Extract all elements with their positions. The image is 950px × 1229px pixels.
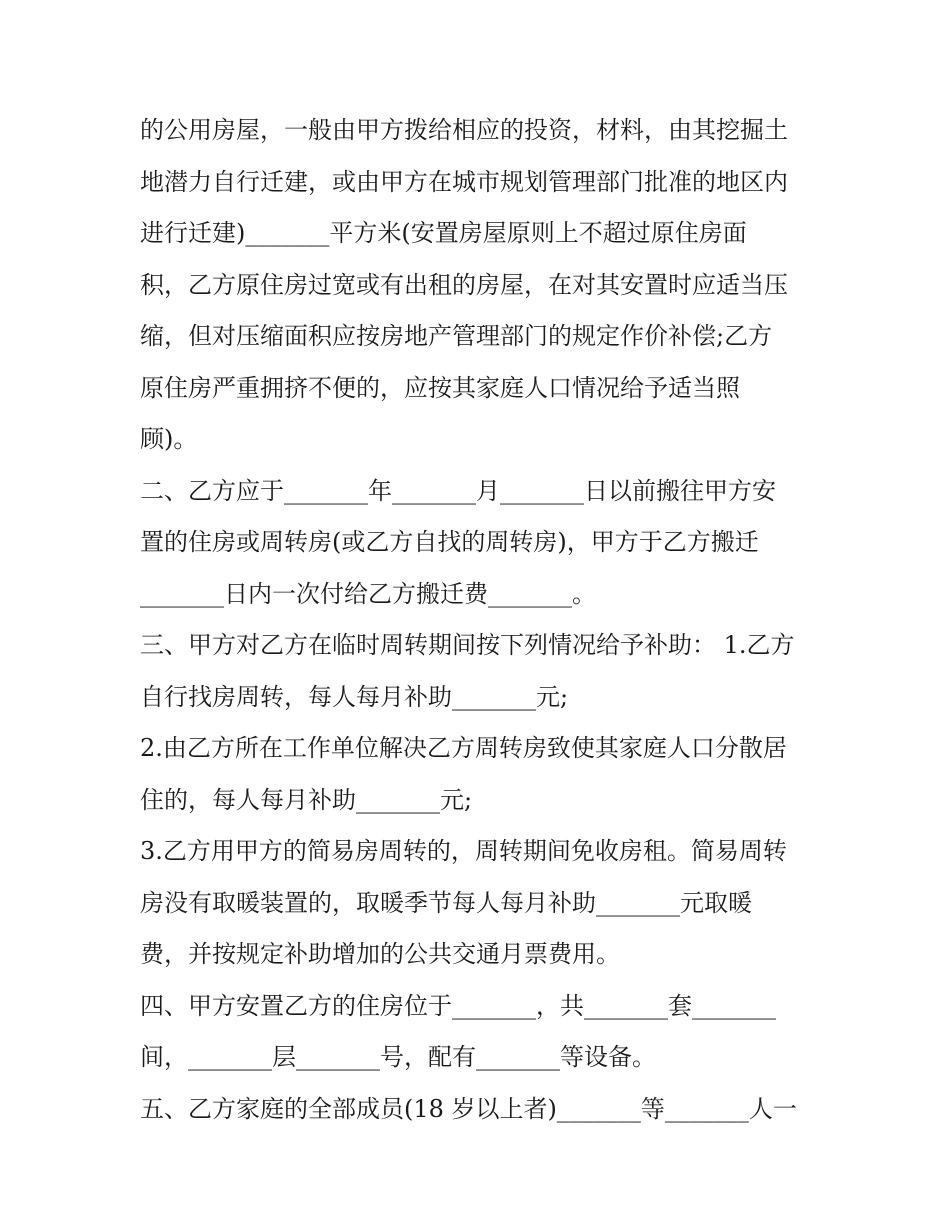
text-line: _______日内一次付给乙方搬迁费_______。 xyxy=(140,579,596,608)
text-line: 房没有取暖装置的，取暖季节每人每月补助_______元取暖 xyxy=(140,888,752,917)
text-line: 的公用房屋，一般由甲方拨给相应的投资，材料，由其挖掘土 xyxy=(140,116,788,144)
text-line: 置的住房或周转房(或乙方自找的周转房)，甲方于乙方搬迁 xyxy=(140,528,759,556)
contract-body-text xyxy=(140,105,820,1135)
text-line: 住的，每人每月补助_______元; xyxy=(140,785,473,814)
text-line: 进行迁建)_______平方米(安置房屋原则上不超过原住房面 xyxy=(140,219,747,247)
text-line: 费，并按规定补助增加的公共交通月票费用。 xyxy=(140,940,620,968)
text-line: 3.乙方用甲方的简易房周转的，周转期间免收房租。简易周转 xyxy=(140,837,787,865)
text-line: 积，乙方原住房过宽或有出租的房屋，在对其安置时应适当压 xyxy=(140,270,788,299)
text-line: 自行找房周转，每人每月补助_______元; xyxy=(140,682,569,711)
text-line: 顾)。 xyxy=(140,425,198,453)
text-line: 缩，但对压缩面积应按房地产管理部门的规定作价补偿;乙方 xyxy=(140,322,773,350)
text-line: 地潜力自行迁建，或由甲方在城市规划管理部门批准的地区内 xyxy=(140,167,788,196)
text-line: 2.由乙方所在工作单位解决乙方周转房致使其家庭人口分散居 xyxy=(140,734,787,762)
text-line: 间，_______层_______号，配有_______等设备。 xyxy=(140,1043,656,1071)
text-line: 原住房严重拥挤不便的，应按其家庭人口情况给予适当照 xyxy=(140,373,740,402)
text-line: 三、甲方对乙方在临时周转期间按下列情况给予补助： 1.乙方 xyxy=(140,631,795,659)
text-line: 二、乙方应于_______年_______月_______日以前搬往甲方安 xyxy=(140,476,776,505)
text-line: 五、乙方家庭的全部成员(18 岁以上者)_______等_______人一 xyxy=(140,1094,797,1123)
text-line: 四、甲方安置乙方的住房位于_______，共_______套_______ xyxy=(140,991,776,1020)
